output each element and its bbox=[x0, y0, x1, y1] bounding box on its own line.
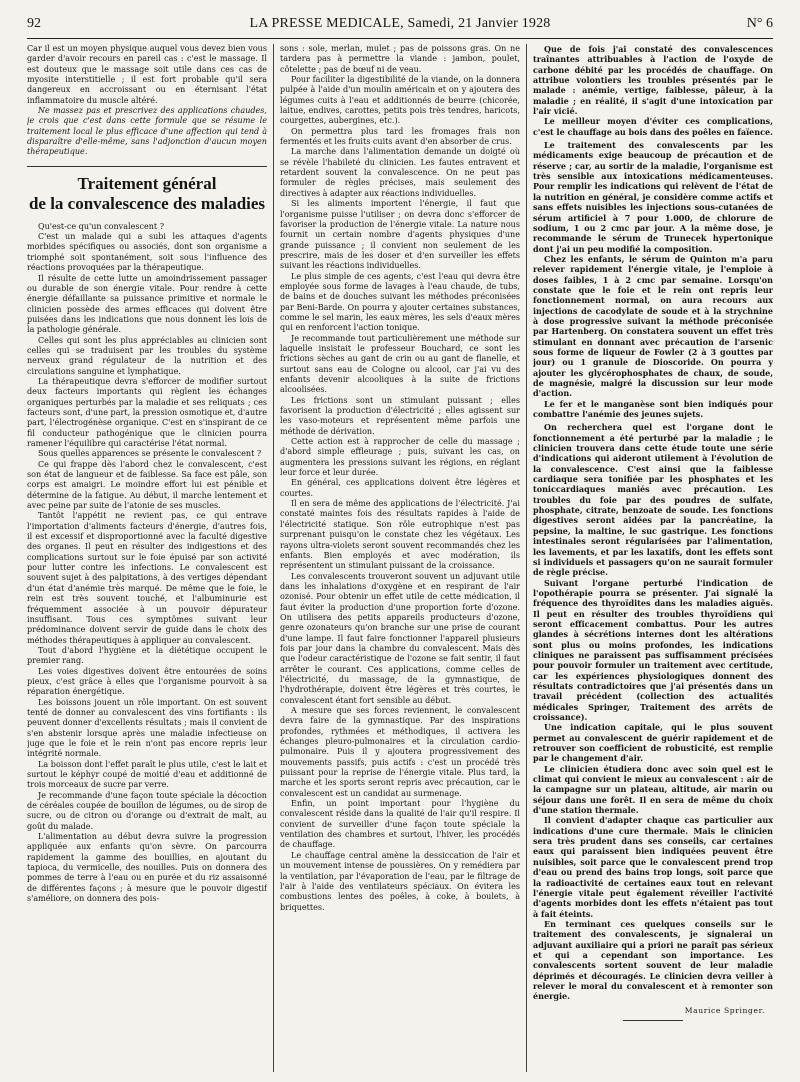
issue-number: N° 6 bbox=[746, 16, 773, 31]
paragraph: On permettra plus tard les fromages frais non fermentés et les fruits cuits avant d'en absorber de crus. bbox=[280, 126, 520, 147]
paragraph: Si les aliments importent l'énergie, il faut que l'organisme puisse l'utiliser ; on devra donc s'efforcer de favoriser la production de l'énergie vitale. La nature nous fournit un certain nombre d'agents physiques d'une grande puissance ; il convient non seulement de les prescrire, mais de les doser et d'en surveiller les effets suivant les réactions individuelles. bbox=[280, 199, 520, 271]
paragraph: Enfin, un point important pour l'hygiène du convalescent réside dans la qualité de l'air qu'il respire. Il convient de surveiller d'une façon toute spéciale la ventilation des chambres et surtout, l'hiver, les procédés de chauffage. bbox=[280, 799, 520, 850]
paragraph: Le traitement des convalescents par les médicaments exige beaucoup de précaution et de réserve ; car, au sortir de la maladie, l'organisme est très sensible aux intoxications médicamenteuses. Pour remplir les indications qui relèvent de l'état de la nutrition en général, je considère comme actifs et sans effets nuisibles les injections sous-cutanées de sérum artificiel à 7 pour 1.000, de chlorure de sodium, 1 ou 2 cmc par jour. A la même dose, je recommande le sérum de Trunecek hypertonique dont j'ai un peu modifié la composition. bbox=[533, 140, 773, 254]
paragraph: Suivant l'organe perturbé l'indication de l'opothérapie pourra se présenter. J'ai signalé la fréquence des thyroïdites dans les maladies aiguës. Il peut en résulter des troubles thyroïdiens qui seront efficacement combattus. Pour les autres glandes à sécrétions internes dont les altérations sont plus ou moins profondes, les indications cliniques ne paraissent pas suffisamment précisées pour pouvoir formuler un traitement avec certitude, car les expériences physiologiques donnent des résultats contradictoires que j'ai présentés dans un travail précédent (collection des actualités médicales Springer, Traitement des arrêts de croissance). bbox=[533, 577, 773, 722]
author-signature: Maurice Springer. bbox=[684, 1005, 765, 1015]
paragraph: L'alimentation au début devra suivre la progression appliquée aux enfants qu'on sèvre. On parcourra rapidement la gamme des bouillies, en ajoutant du tapioca, du vermicelle, des nouilles. Puis on donnera des pommes de terre à l'eau ou en purée et du riz assaisonné de différentes façons ; à mesure que le pouvoir digestif s'améliore, on donnera des pois- bbox=[27, 832, 267, 904]
paragraph: Il convient d'adapter chaque cas particulier aux indications d'une cure thermale. Mais le clinicien sera très prudent dans ses conseils, car certaines eaux qui paraissent bien indiquées peuvent être nuisibles, soit parce que le convalescent prend trop d'eau ou prend des bains trop longs, soit parce que la radioactivité de certaines eaux tout en relevant l'énergie vitale peut également réveiller l'activité d'agents morbides dont les effets n'étaient pas tout à fait éteints. bbox=[533, 815, 773, 919]
paragraph: Celles qui sont les plus appréciables au clinicien sont celles qui se traduisent par les troubles du système nerveux grand régulateur de la nutrition et des circulations sanguine et lymphatique. bbox=[27, 335, 267, 376]
paragraph: Pour faciliter la digestibilité de la viande, on la donnera pulpée à l'aide d'un moulin américain et on y ajoutera des légumes cuits à l'eau et additionnés de beurre (chicorée, laitue, endives, carottes, petits pois très tendres, haricots, courgettes, aubergines, etc.). bbox=[280, 75, 520, 126]
page-header bbox=[27, 16, 773, 34]
paragraph: Tantôt l'appétit ne revient pas, ce qui entrave l'importation d'aliments facteurs d'énergie, d'autres fois, il est excessif et disproportionné avec la faculté digestive des organes. Il peut en résulter des indigestions et des complications surtout sur le foie épuisé par son activité pour lutter contre les infections. Le convalescent est souvent sujet à des palpitations, à des vertiges dépendant d'un état d'anémie très marqué. De même que le foie, le rein est très souvent touché, et l'albuminurie est fréquemment associée à un pouvoir dépurateur insuffisant. Tous ces symptômes suivant leur prédominance doivent servir de guide dans le choix des méthodes thérapeutiques à appliquer au convalescent. bbox=[27, 511, 267, 645]
paragraph: Il en sera de même des applications de l'électricité. J'ai constaté maintes fois des résultats rapides à l'aide de l'électricité statique. Son rôle eutrophique n'est pas surprenant puisqu'on le constate chez les végétaux. Les rayons ultra-violets seront souvent recommandés chez les enfants. Bien employés et avec modération, ils représentent un stimulant puissant de la croissance. bbox=[280, 499, 520, 571]
section-title-line-1: Traitement général bbox=[77, 173, 217, 193]
paragraph: Je recommande tout particulièrement une méthode sur laquelle insistait le professeur Bouchard, ce sont les frictions sèches au gant de crin ou au gant de flanelle, et surtout sans eau de Cologne ou alcool, car j'ai vu des enfants devenir alcooliques à la suite de frictions alcoolisées. bbox=[280, 333, 520, 395]
paragraph: Tout d'abord l'hygiène et la diététique occupent le premier rang. bbox=[27, 645, 267, 666]
paragraph: Le fer et le manganèse sont bien indiqués pour combattre l'anémie des jeunes sujets. bbox=[533, 398, 773, 420]
paragraph: Les boissons jouent un rôle important. On est souvent tenté de donner au convalescent des vins fortifiants : ils peuvent donner d'excellents résultats ; mais il convient de s'en abstenir lorsque après une maladie infectieuse on juge que le foie et le rein n'ont pas encore repris leur intégrité normale. bbox=[27, 697, 267, 759]
paragraph: sons : sole, merlan, mulet ; pas de poissons gras. On ne tardera pas à permettre la viande : jambon, poulet, côtelette ; pas de bœuf ni de veau. bbox=[280, 44, 520, 74]
section-title-line-2: de la convalescence des maladies bbox=[28, 193, 266, 213]
paragraph: Chez les enfants, le sérum de Quinton m'a paru relever rapidement l'énergie vitale, je l'emploie à doses faibles, 1 à 2 cmc par semaine. Lorsqu'on constate que le foie et le rein ont repris leur fonctionnement normal, on aura recours aux injections de cacodylate de soude et à la strychnine à dose progressive suivant la méthode préconisée par Hartenberg. On constatera souvent un effet très stimulant en donnant avec précaution de l'arsenic sous forme de liqueur de Fowler (2 à 3 gouttes par jour) ou 1 granule de Dioscoride. On pourra y ajouter les glycérophosphates de chaux, de soude, de magnésie, malgré la discussion sur leur mode d'action. bbox=[533, 253, 773, 399]
paragraph: Les voies digestives doivent être entourées de soins pieux, c'est grâce à elles que l'organisme pourvoit à sa réparation énergétique. bbox=[27, 666, 267, 697]
paragraph: La boisson dont l'effet paraît le plus utile, c'est le lait et surtout le képhyr coupé de moitié d'eau et additionné de trois morceaux de sucre par verre. bbox=[27, 759, 267, 790]
paragraph: Ce qui frappe dès l'abord chez le convalescent, c'est son état de langueur et de faiblesse. Sa face est pâle, son corps est amaigri. Le moindre effort lui est pénible et détermine de la fatigue. Au début, il marche lentement et avec peine par suite de l'atonie de ses muscles. bbox=[27, 459, 267, 511]
running-title: LA PRESSE MEDICALE, Samedi, 21 Janvier 1928 bbox=[249, 16, 551, 31]
paragraph: Cette action est à rapprocher de celle du massage ; d'abord simple effleurage ; puis, suivant les cas, on augmentera les pressions suivant les régions, en réglant leur force et leur durée. bbox=[280, 437, 520, 478]
page-number: 92 bbox=[27, 16, 41, 31]
paragraph: Ne massez pas et prescrivez des applications chaudes, je crois que c'est dans cette formule que se résume le traitement local le plus efficace d'une affection qui tend à disparaître d'elle-même, sans l'adjonction d'aucun moyen thérapeutique. bbox=[27, 106, 267, 157]
paragraph: Le chauffage central amène la dessiccation de l'air et un mouvement intense de poussières. On y remédiera par la ventilation, par l'évaporation de l'eau, par le filtrage de l'air à l'aide des ventilateurs spéciaux. On évitera les combustions lentes des poêles, à coke, à boulets, à briquettes. bbox=[280, 850, 520, 912]
paragraph: Car il est un moyen physique auquel vous devez bien vous garder d'avoir recours en pareil cas : c'est le massage. Il est douteux que le massage soit utile dans ces cas de myosite interstitielle ; il est fort probable qu'il sera dangereux en accroissant ou en éternisant l'état inflammatoire du muscle altéré. bbox=[27, 44, 267, 105]
paragraph: Le plus simple de ces agents, c'est l'eau qui devra être employée sous forme de lavages à l'eau chaude, de tubs, de bains et de douches suivant les méthodes préconisées par Beni-Barde. On pourra y ajouter certaines substances, comme le sel marin, les eaux mères, les sels d'eaux mères qui en renforcent l'action tonique. bbox=[280, 271, 520, 333]
section-divider bbox=[27, 166, 267, 167]
paragraph: Qu'est-ce qu'un convalescent ? bbox=[38, 221, 165, 231]
paragraph: A mesure que ses forces reviennent, le convalescent devra faire de la gymnastique. Par des inspirations profondes, rythmées et méthodiques, il activera les échanges pleuro-pulmonaires et la circulation cardio-pulmonaire. Puis il y ajoutera progressivement des mouvements passifs, puis actifs : c'est un procédé très puissant pour la reprise de l'énergie vitale. Plus tard, la marche et les sports seront repris avec précaution, car le convalescent est un candidat au surmenage. bbox=[280, 706, 520, 798]
paragraph: Les convalescents trouveront souvent un adjuvant utile dans les inhalations d'oxygène et en respirant de l'air ozonisé. Pour obtenir un effet utile de cette médication, il faut éviter la production d'une proportion forte d'ozone. On utilisera des petits appareils producteurs d'ozone, genre ozonateurs qu'on branche sur une prise de courant d'une lampe. Il faut faire fonctionner l'appareil plusieurs fois par jour dans la chambre du convalescent. Mais dès que l'odeur caractéristique de l'ozone se fait sentir, il faut arrêter le courant. Ces applications, comme celles de l'électricité, du massage, de la gymnastique, de l'hydrothérapie, doivent être légères et très courtes, le convalescent étant fort sensible au début. bbox=[280, 571, 520, 705]
paragraph: Que de fois j'ai constaté des convalescences traînantes attribuables à l'action de l'oxyde de carbone débité par les procédés de chauffage. On attribue volontiers les troubles présentés par le malade : anémie, vertige, faiblesse, pâleur, à la maladie ; en réalité, il s'agit d'une intoxication par l'air vicié. bbox=[533, 44, 773, 117]
paragraph: On recherchera quel est l'organe dont le fonctionnement a été perturbé par la maladie ; le clinicien trouvera dans cette étude toute une série d'indications qui aideront utilement à l'évolution de la convalescence. C'est ainsi que la faiblesse cardiaque sera tonifiée par les phosphates et les toniccardiaques maniés avec précaution. Les troubles du foie par des poudres de sulfate, phosphate, citrate, benzoate de soude. Les fonctions digestives seront aidées par la pancréatine, la pepsine, la maltine, le suc gastrique. Les fonctions intestinales seront régularisées par l'alimentation, les lavements, et par les laxatifs, dont les effets sont si individuels et passagers qu'on ne saurait formuler de règle précise. bbox=[533, 422, 773, 578]
end-rule bbox=[623, 1020, 683, 1021]
paragraph: En terminant ces quelques conseils sur le traitement des convalescents, je signalerai un adjuvant auxiliaire qui a priori ne paraît pas sérieux et qui a cependant son importance. Les convalescents sortent souvent de leur maladie déprimés et découragés. Le clinicien devra veiller à relever le moral du convalescent et à remonter son énergie. bbox=[533, 918, 773, 1002]
article-columns bbox=[27, 44, 773, 1072]
paragraph: Il résulte de cette lutte un amoindrissement passager ou durable de son énergie vitale. Pour rendre à cette énergie défaillante sa puissance primitive et normale le clinicien possède des armes efficaces qui doivent être puisées dans les indications que nous donnent les lois de la pathologie générale. bbox=[27, 273, 267, 335]
paragraph: En général, ces applications doivent être légères et courtes. bbox=[280, 478, 520, 498]
column-divider bbox=[273, 44, 274, 1072]
paragraph: Le clinicien étudiera donc avec soin quel est le climat qui convient le mieux au convalescent : air de la campagne sur un plateau, altitude, air marin ou séjour dans une forêt. Il en sera de même du choix d'une station thermale. bbox=[533, 763, 773, 816]
column-3 bbox=[533, 44, 773, 1072]
paragraph: Je recommande d'une façon toute spéciale la décoction de céréales coupée de bouillon de légumes, ou de sirop de sucre, ou de citron ou d'orange ou d'extrait de malt, au goût du malade. bbox=[27, 790, 267, 831]
paragraph: La marche dans l'alimentation demande un doigté où se révèle l'habileté du clinicien. Les fautes entravent et retardent souvent la convalescence. On ne peut pas formuler de règles précises, mais seulement des directives à adapter aux réactions individuelles. bbox=[280, 147, 520, 198]
column-1 bbox=[27, 44, 267, 1072]
paragraph: Sous quelles apparences se présente le convalescent ? bbox=[38, 449, 262, 459]
paragraph: La thérapeutique devra s'efforcer de modifier surtout deux facteurs importants qui règlent les échanges organiques perturbés par la maladie et ses reliquats ; ces facteurs sont, d'une part, la pression osmotique et, d'autre part, l'électrogénèse organique. C'est en s'inspirant de ce fil conducteur pathogénique que le clinicien pourra ramener l'équilibre qui caractérise l'état normal. bbox=[27, 376, 267, 448]
column-divider bbox=[526, 44, 527, 1072]
paragraph: Les frictions sont un stimulant puissant ; elles favorisent la production d'électricité ; elles agissent sur les vaso-moteurs et représentent même parfois une méthode de dérivation. bbox=[280, 395, 520, 436]
paragraph: C'est un malade qui a subi les attaques d'agents morbides spécifiques ou associés, dont son organisme a triomphé soit spontanément, soit sous l'influence des réactions provoquées par la thérapeutique. bbox=[27, 232, 267, 273]
column-2 bbox=[280, 44, 520, 1072]
header-rule bbox=[27, 38, 773, 39]
paragraph: Le meilleur moyen d'éviter ces complications, c'est le chauffage au bois dans des poêles en faïence. bbox=[533, 116, 773, 137]
paragraph: Une indication capitale, qui le plus souvent permet au convalescent de guérir rapidement et de retrouver son coefficient de robusticité, est remplie par le changement d'air. bbox=[533, 722, 773, 764]
section-title bbox=[27, 174, 267, 214]
